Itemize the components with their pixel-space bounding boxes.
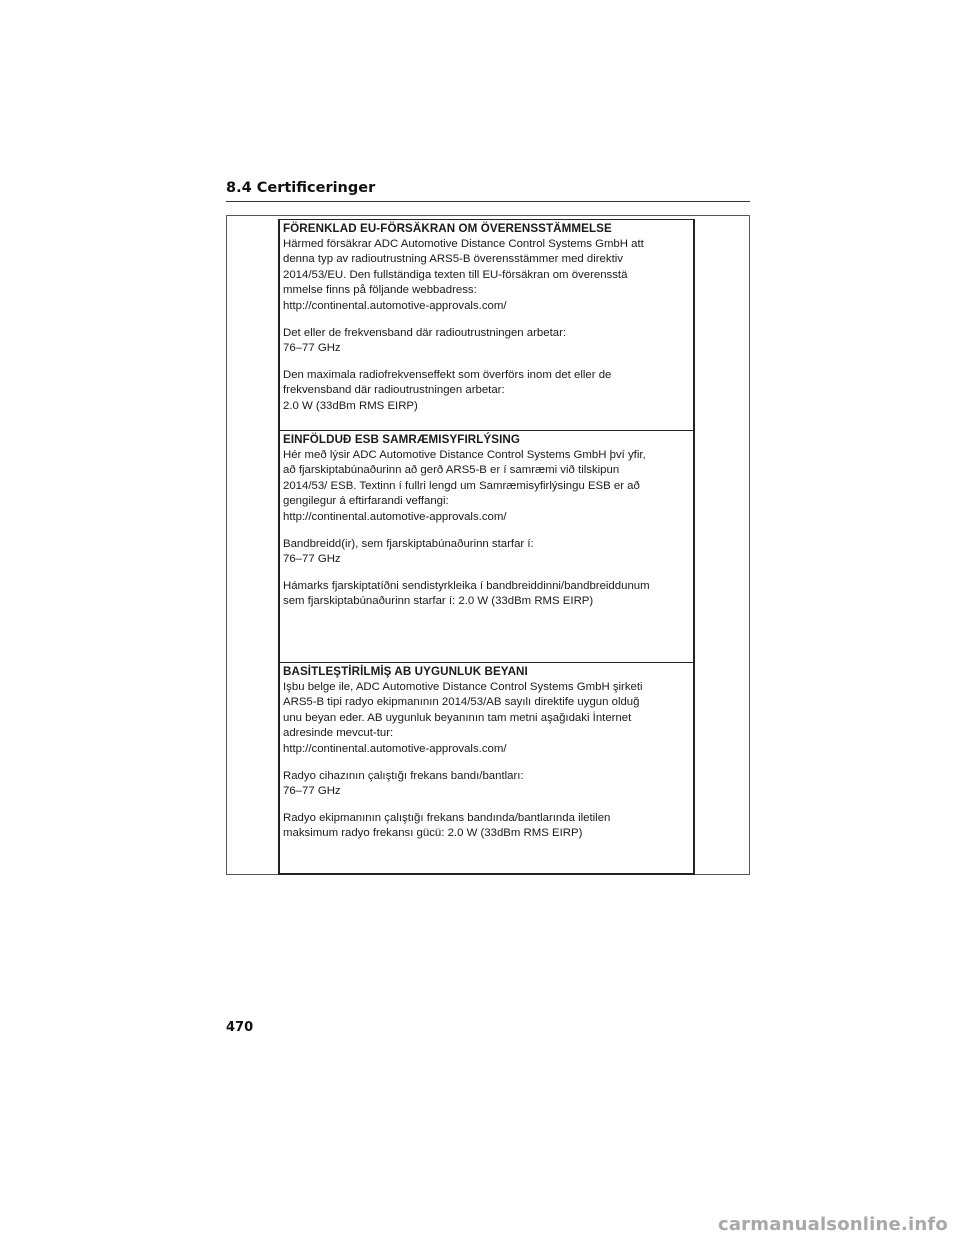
band-label: Radyo cihazının çalıştığı frekans bandı/bantları: — [283, 769, 524, 782]
band-value: 76–77 GHz — [283, 785, 341, 798]
declaration-line: Hér með lýsir ADC Automotive Distance Control Systems GmbH því yfir, — [283, 448, 646, 461]
declaration-title: BASİTLEŞTİRİLMİŞ AB UYGUNLUK BEYANI — [283, 665, 528, 678]
section-title: 8.4 Certificeringer — [226, 178, 750, 202]
declaration-icelandic — [280, 430, 693, 662]
declaration-line: Işbu belge ile, ADC Automotive Distance Control Systems GmbH şirketi — [283, 680, 643, 693]
declaration-box-bottom-rule — [278, 873, 695, 875]
declaration-line: mmelse finns på följande webbadress: — [283, 284, 477, 297]
band-value: 76–77 GHz — [283, 342, 341, 355]
declaration-line: 2014/53/EU. Den fullständiga texten till EU-försäkran om överensstä — [283, 268, 628, 281]
declaration-box — [278, 219, 695, 875]
band-label: Bandbreidd(ir), sem fjarskiptabúnaðurinn starfar í: — [283, 537, 534, 550]
declaration-url: http://continental.automotive-approvals.com/ — [283, 299, 507, 312]
declaration-title: FÖRENKLAD EU-FÖRSÄKRAN OM ÖVERENSSTÄMMELSE — [283, 222, 612, 235]
declaration-url: http://continental.automotive-approvals.com/ — [283, 742, 507, 755]
power-line: maksimum radyo frekansı gücü: 2.0 W (33dBm RMS EIRP) — [283, 827, 583, 840]
declaration-line: unu beyan eder. AB uygunluk beyanının tam metni aşağıdaki İnternet — [283, 711, 632, 724]
declaration-line: Härmed försäkrar ADC Automotive Distance Control Systems GmbH att — [283, 237, 644, 250]
page-number: 470 — [226, 1020, 254, 1035]
power-line: sem fjarskiptabúnaðurinn starfar í: 2.0 W (33dBm RMS EIRP) — [283, 595, 594, 608]
power-line: frekvensband där radioutrustningen arbetar: — [283, 384, 505, 397]
declaration-turkish — [280, 662, 693, 872]
declaration-line: að fjarskiptabúnaðurinn að gerð ARS5-B er í samræmi við tilskipun — [283, 464, 620, 477]
declaration-line: gengilegur á eftirfarandi veffangi: — [283, 495, 449, 508]
declaration-line: denna typ av radioutrustning ARS5-B överensstämmer med direktiv — [283, 253, 623, 266]
declaration-line: ARS5-B tipi radyo ekipmanının 2014/53/AB sayılı direktife uygun olduğ — [283, 696, 640, 709]
declaration-line: adresinde mevcut-tur: — [283, 727, 394, 740]
declaration-swedish — [280, 220, 693, 430]
power-line: 2.0 W (33dBm RMS EIRP) — [283, 399, 418, 412]
power-line: Radyo ekipmanının çalıştığı frekans bandında/bantlarında iletilen — [283, 811, 611, 824]
band-value: 76–77 GHz — [283, 553, 341, 566]
power-line: Hámarks fjarskiptatíðni sendistyrkleika í bandbreiddinni/bandbreiddunum — [283, 579, 650, 592]
band-label: Det eller de frekvensband där radioutrustningen arbetar: — [283, 326, 567, 339]
watermark-link[interactable]: carmanualsonline.info — [717, 1214, 948, 1235]
declaration-line: 2014/53/ ESB. Textinn í fullri lengd um Samræmisyfirlýsingu ESB er að — [283, 479, 640, 492]
declaration-url: http://continental.automotive-approvals.com/ — [283, 510, 507, 523]
declaration-title: EINFÖLDUÐ ESB SAMRÆMISYFIRLÝSING — [283, 433, 521, 446]
power-line: Den maximala radiofrekvenseffekt som överförs inom det eller de — [283, 368, 612, 381]
